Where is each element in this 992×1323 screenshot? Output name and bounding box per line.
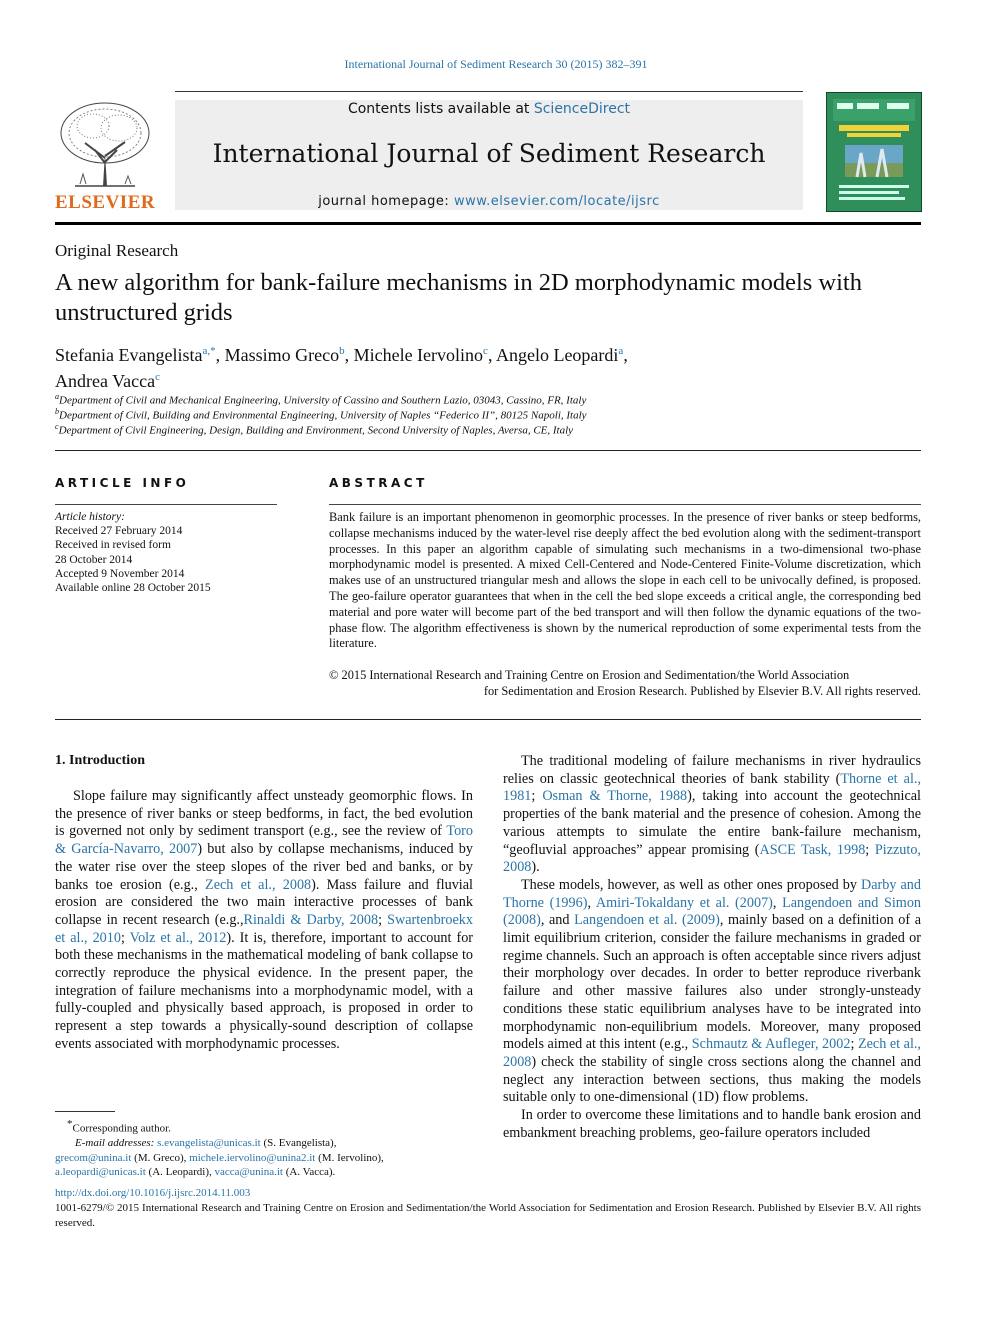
paragraph-text: ; xyxy=(120,929,130,946)
author-affil-mark[interactable]: c xyxy=(155,371,160,383)
email-owner: (A. Leopardi), xyxy=(145,1166,215,1179)
history-item: Received 27 February 2014 xyxy=(55,525,183,538)
email-link[interactable]: s.evangelista@unicas.it xyxy=(157,1137,261,1150)
paragraph-text: ), taking into account the geotechnical properties of the bank material and the presence of cohesion. Among the various attempts to simulate the entire bank-failure mechanism, “geofluvial approaches” appear promising ( xyxy=(503,788,921,858)
author-name[interactable]: Angelo Leopardi xyxy=(495,345,619,365)
article-title: A new algorithm for bank-failure mechanisms in 2D morphodynamic models with unstructured grids xyxy=(55,269,862,326)
author-name[interactable]: Stefania Evangelista xyxy=(55,345,203,365)
header-top-rule xyxy=(175,91,803,92)
body-column-right xyxy=(503,753,921,1142)
reference-link[interactable]: Zech et al., 2008 xyxy=(205,876,312,893)
article-history xyxy=(55,510,285,595)
author-name[interactable]: Michele Iervolino xyxy=(353,345,484,365)
author-affil-mark[interactable]: b xyxy=(339,345,345,357)
paragraph-text: ). xyxy=(531,859,540,876)
footnotes xyxy=(55,1117,473,1180)
paragraph-text: These models, however, as well as other ones proposed by xyxy=(521,876,862,893)
abstract-copyright xyxy=(329,668,921,700)
contents-prefix: Contents lists available at xyxy=(347,101,534,117)
paragraph-text: , xyxy=(587,894,596,911)
homepage-prefix: journal homepage: xyxy=(318,194,454,209)
paragraph-text: , and xyxy=(540,912,575,929)
paragraph xyxy=(503,1107,921,1142)
elsevier-wordmark[interactable]: ELSEVIER xyxy=(55,192,156,213)
email-owner: (A. Vacca). xyxy=(282,1166,336,1179)
email-link[interactable]: michele.iervolino@unina2.it xyxy=(189,1151,316,1164)
history-label: Article history: xyxy=(55,511,125,523)
history-item: Available online 28 October 2015 xyxy=(55,582,211,595)
paragraph-text: ). Mass failure and fluvial erosion are considered the two main interactive processes of bank collapse in recent research (e.g., xyxy=(55,876,473,928)
author-separator: , xyxy=(623,345,628,365)
email-label: E-mail addresses: xyxy=(75,1137,155,1150)
author-affil-mark[interactable]: a xyxy=(618,345,624,357)
reference-link[interactable]: Rinaldi & Darby, 2008 xyxy=(243,911,379,928)
journal-cover-thumbnail[interactable] xyxy=(826,92,922,212)
reference-link[interactable]: Schmautz & Aufleger, 2002 xyxy=(691,1036,851,1053)
reference-link[interactable]: Zech et al., 2008 xyxy=(503,1036,921,1070)
paragraph-text: ; xyxy=(531,788,543,805)
paragraph-text: In order to overcome these limitations and to handle bank erosion and embankment breaching problems, geo-failure operators included xyxy=(503,1107,921,1141)
affil-text: Department of Civil and Mechanical Engineering, University of Cassino and Southern Lazio, 03043, Cassino, FR, Italy xyxy=(59,394,587,407)
reference-link[interactable]: Volz et al., 2012 xyxy=(129,929,227,946)
history-item: Received in revised form xyxy=(55,539,171,552)
affiliation-a xyxy=(55,392,586,407)
author-separator: , xyxy=(487,345,496,365)
author-separator: , xyxy=(215,345,225,365)
corresponding-text: Corresponding author. xyxy=(72,1122,171,1135)
reference-link[interactable]: Darby and Thorne (1996) xyxy=(503,876,921,911)
paragraph-text: Slope failure may significantly affect unsteady geomorphic flows. In the presence of river banks or steep bedforms, in fact, the bed evolution is governed not only by sediment transport (e.g., see the review of xyxy=(55,788,473,840)
abstract-text: Bank failure is an important phenomenon in geomorphic processes. In the presence of river banks or steep bedforms, collapse mechanisms induced by the water-level rise deeply affect the bed evolution along with the sediment-transport processes. In this paper an algorithm capable of simulating such mechanisms in a two-dimensional two-phase morphodynamic model is presented. A mixed Cell-Centered and Node-Centered Finite-Volume discretization, which makes use of an unstructured triangular mesh and allows the slope in each cell to be univocally defined, is proposed. The geo-failure operator guarantees that when in the cell the bed slope exceeds a critical angle, the corresponding bed material and pore water will become part of the bed transport and will then follow the dynamic equations of the two-phase flow. The algorithm effectiveness is shown by the numerical reproduction of some experimental tests from the literature. xyxy=(329,510,921,651)
author-name[interactable]: Andrea Vacca xyxy=(55,371,156,391)
email-link[interactable]: grecom@unina.it xyxy=(55,1151,132,1164)
reference-link[interactable]: Langendoen et al. (2009) xyxy=(574,912,720,929)
journal-homepage xyxy=(175,194,803,209)
author-affil-mark[interactable]: c xyxy=(483,345,488,357)
email-footnote-cont xyxy=(55,1165,473,1180)
paragraph-text: ). It is, therefore, important to account for both these mechanisms in the mathematical modeling of bank collapse to correctly reproduce the physical evidence. In the present paper, the integration of failure mechanisms into a morphodynamic model, with a fully-coupled and physically based approach, is proposed in order to represent a step towards a physically-sound description of collapse events associated with morphodynamic processes. xyxy=(55,929,474,1052)
section-heading-introduction: 1. Introduction xyxy=(55,753,145,768)
affil-text: Department of Civil Engineering, Design, Building and Environment, Second University of Naples, Aversa, CE, Italy xyxy=(58,424,574,437)
email-link[interactable]: vacca@unina.it xyxy=(214,1166,283,1179)
copyright-line: for Sedimentation and Erosion Research. Published by Elsevier B.V. All rights reserved. xyxy=(483,683,921,698)
paragraph-text: ) but also by collapse mechanisms, induced by the water rise over the steep slopes of the river bed and banks, or by banks toe erosion (e.g., xyxy=(55,841,473,893)
reference-link[interactable]: Amiri-Tokaldany et al. (2007) xyxy=(595,894,773,911)
abstract-rule xyxy=(329,504,921,505)
journal-citation[interactable]: International Journal of Sediment Research 30 (2015) 382–391 xyxy=(344,57,648,71)
paragraph-text: ; xyxy=(378,911,388,928)
reference-link[interactable]: Toro & García-Navarro, 2007 xyxy=(55,823,473,858)
reference-link[interactable]: ASCE Task, 1998 xyxy=(759,841,866,858)
author-list xyxy=(55,340,921,392)
email-link[interactable]: a.leopardi@unicas.it xyxy=(55,1166,146,1179)
paragraph-text: ; xyxy=(865,841,875,858)
paragraph-text: The traditional modeling of failure mechanisms in river hydraulics relies on classic geotechnical theories of bank stability ( xyxy=(503,753,921,787)
reference-link[interactable]: Swartenbroekx et al., 2010 xyxy=(55,911,473,946)
paragraph-text: ) check the stability of single cross sections along the channel and neglect any interaction between sections, thus making the models suitable only to one-dimensional (1D) flow problems. xyxy=(503,1053,921,1106)
copyright-line: © 2015 International Research and Training Centre on Erosion and Sedimentation/the World Association xyxy=(329,668,850,682)
footnote-rule xyxy=(55,1111,115,1112)
reference-link[interactable]: Osman & Thorne, 1988 xyxy=(542,788,688,805)
affil-mark: c xyxy=(55,422,59,431)
author-name[interactable]: Massimo Greco xyxy=(224,345,340,365)
reference-link[interactable]: Pizzuto, 2008 xyxy=(503,841,921,876)
paragraph-text: , mainly based on a definition of a limit equilibrium criterion, consider the failure mechanisms in graded or regime channels. Such an approach is often acceptable since rivers adjust their morphology over decades. In order to better reproduce riverbank failure and other massive failures also under strongly-unsteady conditions these static equilibrium analyses have to be integrated into morphodynamic non-equilibrium models. Moreover, many proposed models aimed at this intent (e.g., xyxy=(503,912,921,1053)
affil-mark: a xyxy=(55,392,59,401)
email-footnote-cont xyxy=(55,1151,473,1166)
paragraph-text: ; xyxy=(850,1036,858,1053)
affiliation-c xyxy=(55,422,573,437)
contents-availability xyxy=(175,101,803,117)
issn-copyright: 1001-6279/© 2015 International Research and Training Centre on Erosion and Sedimentation/the World Association for Sedimentation and Erosion Research. Published by Elsevier B.V. All rights reserved. xyxy=(55,1202,921,1229)
author-affil-mark[interactable]: a,* xyxy=(202,345,216,357)
homepage-link[interactable]: www.elsevier.com/locate/ijsrc xyxy=(453,194,660,209)
affil-text: Department of Civil, Building and Environmental Engineering, University of Naples “Federico II”, 80125 Napoli, Italy xyxy=(59,409,587,422)
article-info-heading: ARTICLE INFO xyxy=(55,476,190,490)
email-footnote xyxy=(55,1136,473,1151)
email-owner: (M. Greco), xyxy=(131,1151,190,1164)
doi-link[interactable]: http://dx.doi.org/10.1016/j.ijsrc.2014.11.003 xyxy=(55,1187,251,1199)
affil-mark: b xyxy=(55,407,59,416)
info-bottom-rule xyxy=(55,719,921,720)
paragraph xyxy=(503,753,921,877)
email-owner: (S. Evangelista), xyxy=(260,1137,337,1150)
reference-link[interactable]: Thorne et al., 1981 xyxy=(503,770,921,805)
paragraph xyxy=(503,877,921,1107)
paragraph xyxy=(55,788,473,1054)
sciencedirect-link[interactable]: ScienceDirect xyxy=(533,101,631,117)
info-top-rule xyxy=(55,450,921,451)
affiliation-b xyxy=(55,407,587,422)
abstract-heading: ABSTRACT xyxy=(329,476,428,490)
journal-title: International Journal of Sediment Research xyxy=(212,139,766,168)
author-separator: , xyxy=(344,345,354,365)
corresponding-footnote: *Corresponding author. xyxy=(67,1118,171,1135)
paragraph-text: , xyxy=(772,894,783,911)
article-type: Original Research xyxy=(55,241,179,260)
history-item: 28 October 2014 xyxy=(55,553,133,566)
header-divider xyxy=(55,222,921,225)
reference-link[interactable]: Langendoen and Simon (2008) xyxy=(503,894,922,929)
history-item: Accepted 9 November 2014 xyxy=(55,567,185,580)
article-info-rule xyxy=(55,504,277,505)
email-owner: (M. Iervolino), xyxy=(315,1151,384,1164)
body-column-left xyxy=(55,788,473,1054)
